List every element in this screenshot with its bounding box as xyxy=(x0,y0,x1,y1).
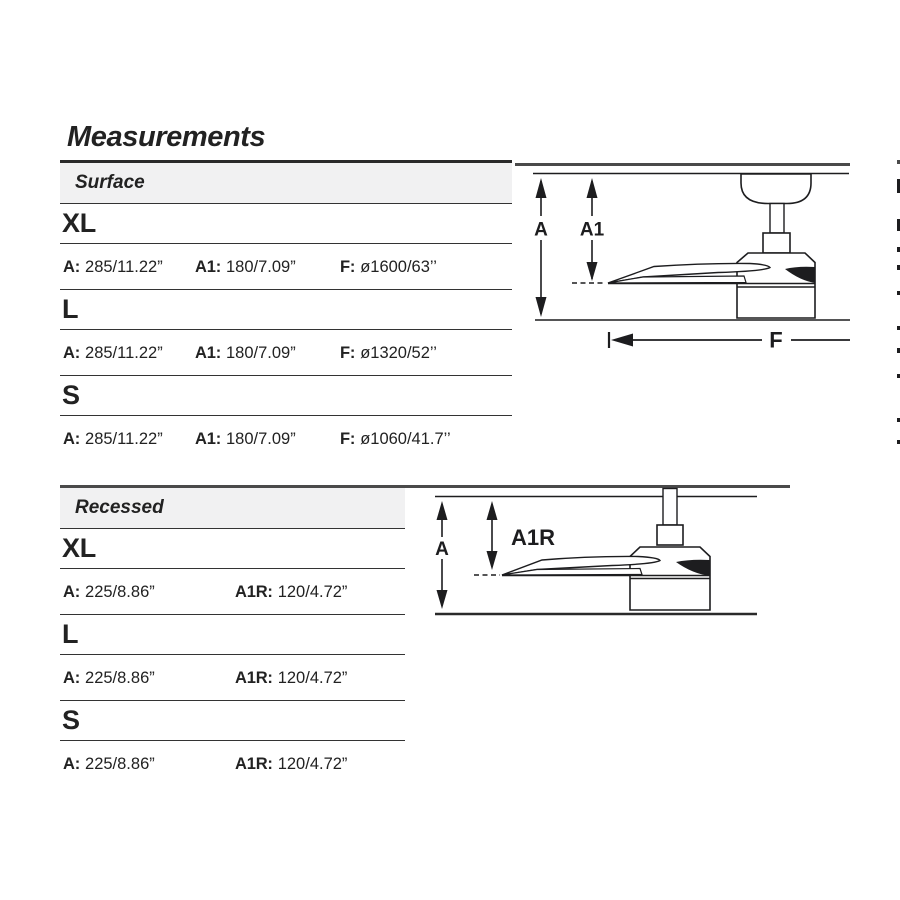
recessed-data-row-l xyxy=(60,655,405,701)
measurement-a-value: 285/11.22” xyxy=(85,343,163,362)
measurement-f-label: F: xyxy=(340,257,356,276)
measurement-a1r-label: A1R: xyxy=(235,754,273,773)
recessed-table-header: Recessed xyxy=(60,488,405,529)
measurement-a1r-value: 120/4.72” xyxy=(277,754,348,773)
measurement-a1-label: A1: xyxy=(195,343,221,362)
dimension-label-a1: A1 xyxy=(579,219,605,241)
measurement-a xyxy=(63,569,155,615)
measurement-f xyxy=(340,416,451,462)
measurement-a-label: A: xyxy=(63,754,81,773)
measurement-a xyxy=(63,741,155,787)
recessed-measurements-table xyxy=(60,488,405,787)
dimension-arrow-a xyxy=(435,501,449,609)
dimension-arrow-a xyxy=(534,178,548,317)
recessed-mount-diagram xyxy=(415,470,805,630)
measurement-a-label: A: xyxy=(63,257,81,276)
measurement-a1r-value: 120/4.72” xyxy=(277,668,348,687)
measurement-a-label: A: xyxy=(63,582,81,601)
measurement-f xyxy=(340,244,437,290)
measurement-a1-label: A1: xyxy=(195,429,221,448)
surface-data-row-xl xyxy=(60,244,512,290)
measurement-a1 xyxy=(195,244,296,290)
recessed-data-row-s xyxy=(60,741,405,787)
measurement-a1 xyxy=(195,330,296,376)
recessed-size-label-l: L xyxy=(60,615,405,655)
recessed-size-label-s: S xyxy=(60,701,405,741)
dimension-label-f: F xyxy=(769,327,783,353)
dimension-label-a1r: A1R xyxy=(511,525,556,550)
measurement-a xyxy=(63,655,155,701)
measurement-a1r-value: 120/4.72” xyxy=(277,582,348,601)
surface-data-row-s xyxy=(60,416,512,462)
measurement-a xyxy=(63,416,163,462)
measurement-f-label: F: xyxy=(340,343,356,362)
dimension-label-a: A xyxy=(435,539,449,560)
measurement-f-value: ø1060/41.7’’ xyxy=(360,429,451,448)
measurement-a-value: 225/8.86” xyxy=(85,668,155,687)
page-title: Measurements xyxy=(67,121,266,153)
surface-data-row-l xyxy=(60,330,512,376)
measurement-f-label: F: xyxy=(340,429,356,448)
measurement-f xyxy=(340,330,437,376)
measurement-a1r-label: A1R: xyxy=(235,582,273,601)
fan-coupling xyxy=(763,233,790,253)
recessed-data-row-xl xyxy=(60,569,405,615)
measurement-a1-value: 180/7.09” xyxy=(226,429,296,448)
measurement-a-label: A: xyxy=(63,343,81,362)
measurement-a1r xyxy=(235,655,347,701)
measurement-a1-value: 180/7.09” xyxy=(226,343,296,362)
surface-mount-diagram xyxy=(500,155,900,365)
measurement-a-value: 285/11.22” xyxy=(85,429,163,448)
fan-downrod xyxy=(663,489,677,526)
measurement-a1 xyxy=(195,416,296,462)
surface-table-header: Surface xyxy=(60,163,512,204)
surface-size-label-l: L xyxy=(60,290,512,330)
measurement-a1r-label: A1R: xyxy=(235,668,273,687)
recessed-size-label-xl: XL xyxy=(60,529,405,569)
measurement-a1r xyxy=(235,741,347,787)
fan-downrod xyxy=(770,204,784,234)
measurement-f-value: ø1600/63’’ xyxy=(360,257,437,276)
measurement-a1r xyxy=(235,569,347,615)
measurement-a xyxy=(63,330,163,376)
measurement-a1-label: A1: xyxy=(195,257,221,276)
surface-size-label-s: S xyxy=(60,376,512,416)
measurement-a-value: 225/8.86” xyxy=(85,754,155,773)
measurement-a-label: A: xyxy=(63,429,81,448)
measurement-a-value: 285/11.22” xyxy=(85,257,163,276)
measurement-a-label: A: xyxy=(63,668,81,687)
measurement-a1-value: 180/7.09” xyxy=(226,257,296,276)
measurement-a xyxy=(63,244,163,290)
measurement-a-value: 225/8.86” xyxy=(85,582,155,601)
fan-motor-body xyxy=(737,253,815,318)
measurement-f-value: ø1320/52’’ xyxy=(360,343,437,362)
surface-measurements-table xyxy=(60,160,512,462)
dimension-label-a: A xyxy=(534,219,548,241)
fan-canopy xyxy=(741,174,811,204)
fan-coupling xyxy=(657,525,683,545)
dimension-arrow-f xyxy=(609,328,850,353)
surface-size-label-xl: XL xyxy=(60,204,512,244)
dimension-arrow-a1 xyxy=(580,178,605,281)
